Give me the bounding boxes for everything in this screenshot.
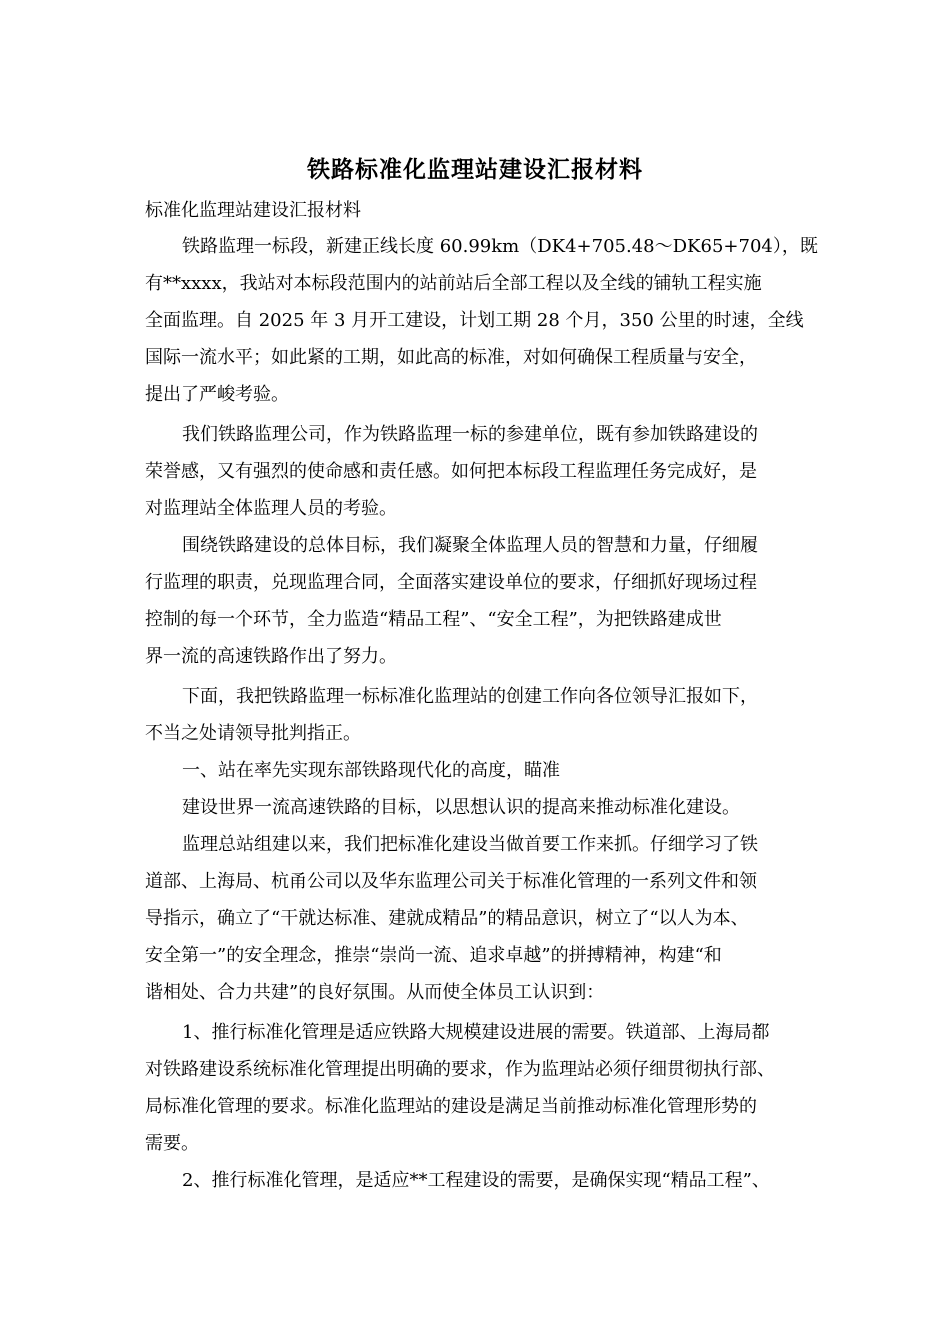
text-line: 监理总站组建以来，我们把标准化建设当做首要工作来抓。仔细学习了铁 [182,834,758,855]
text-line: 控制的每一个环节，全力监造“精品工程”、“安全工程”，为把铁路建成世 [145,609,722,630]
text-line: 全面监理。自 2025 年 3 月开工建设，计划工期 28 个月，350 公里的时速，全线 [145,310,804,331]
text-line: 荣誉感，又有强烈的使命感和责任感。如何把本标段工程监理任务完成好，是 [145,461,757,482]
text-line: 我们铁路监理公司，作为铁路监理一标的参建单位，既有参加铁路建设的 [182,424,758,445]
document-title: 铁路标准化监理站建设汇报材料 [307,156,643,183]
text-line: 谐相处、合力共建”的良好氛围。从而使全体员工认识到： [145,982,605,1003]
text-line: 铁路监理一标段，新建正线长度 60.99km（DK4+705.48～DK65+704），既 [182,236,818,257]
text-line: 界一流的高速铁路作出了努力。 [145,646,397,667]
text-line: 局标准化管理的要求。标准化监理站的建设是满足当前推动标准化管理形势的 [145,1096,757,1117]
document-subtitle: 标准化监理站建设汇报材料 [145,200,361,221]
text-line: 提出了严峻考验。 [145,384,289,405]
text-line: 有**xxxx，我站对本标段范围内的站前站后全部工程以及全线的铺轨工程实施 [145,273,762,294]
text-line: 围绕铁路建设的总体目标，我们凝聚全体监理人员的智慧和力量，仔细履 [182,535,758,556]
text-line: 1、推行标准化管理是适应铁路大规模建设进展的需要。铁道部、上海局都 [182,1022,770,1043]
text-line: 对铁路建设系统标准化管理提出明确的要求，作为监理站必须仔细贯彻执行部、 [145,1059,775,1080]
text-line: 需要。 [145,1133,199,1154]
text-line: 对监理站全体监理人员的考验。 [145,498,397,519]
text-line: 道部、上海局、杭甬公司以及华东监理公司关于标准化管理的一系列文件和领 [145,871,757,892]
text-line: 安全第一”的安全理念，推崇“崇尚一流、追求卓越”的拼搏精神，构建“和 [145,945,722,966]
text-line: 国际一流水平；如此紧的工期，如此高的标准，对如何确保工程质量与安全， [145,347,757,368]
text-line: 建设世界一流高速铁路的目标，以思想认识的提高来推动标准化建设。 [182,797,740,818]
text-line: 行监理的职责，兑现监理合同，全面落实建设单位的要求，仔细抓好现场过程 [145,572,757,593]
text-line: 不当之处请领导批判指正。 [145,723,361,744]
section-heading: 一、站在率先实现东部铁路现代化的高度，瞄准 [182,760,560,781]
text-line: 下面，我把铁路监理一标标准化监理站的创建工作向各位领导汇报如下， [182,686,758,707]
text-line: 2、推行标准化管理，是适应**工程建设的需要，是确保实现“精品工程”、 [182,1170,770,1191]
text-line: 导指示，确立了“干就达标准、建就成精品”的精品意识，树立了“以人为本、 [145,908,749,929]
